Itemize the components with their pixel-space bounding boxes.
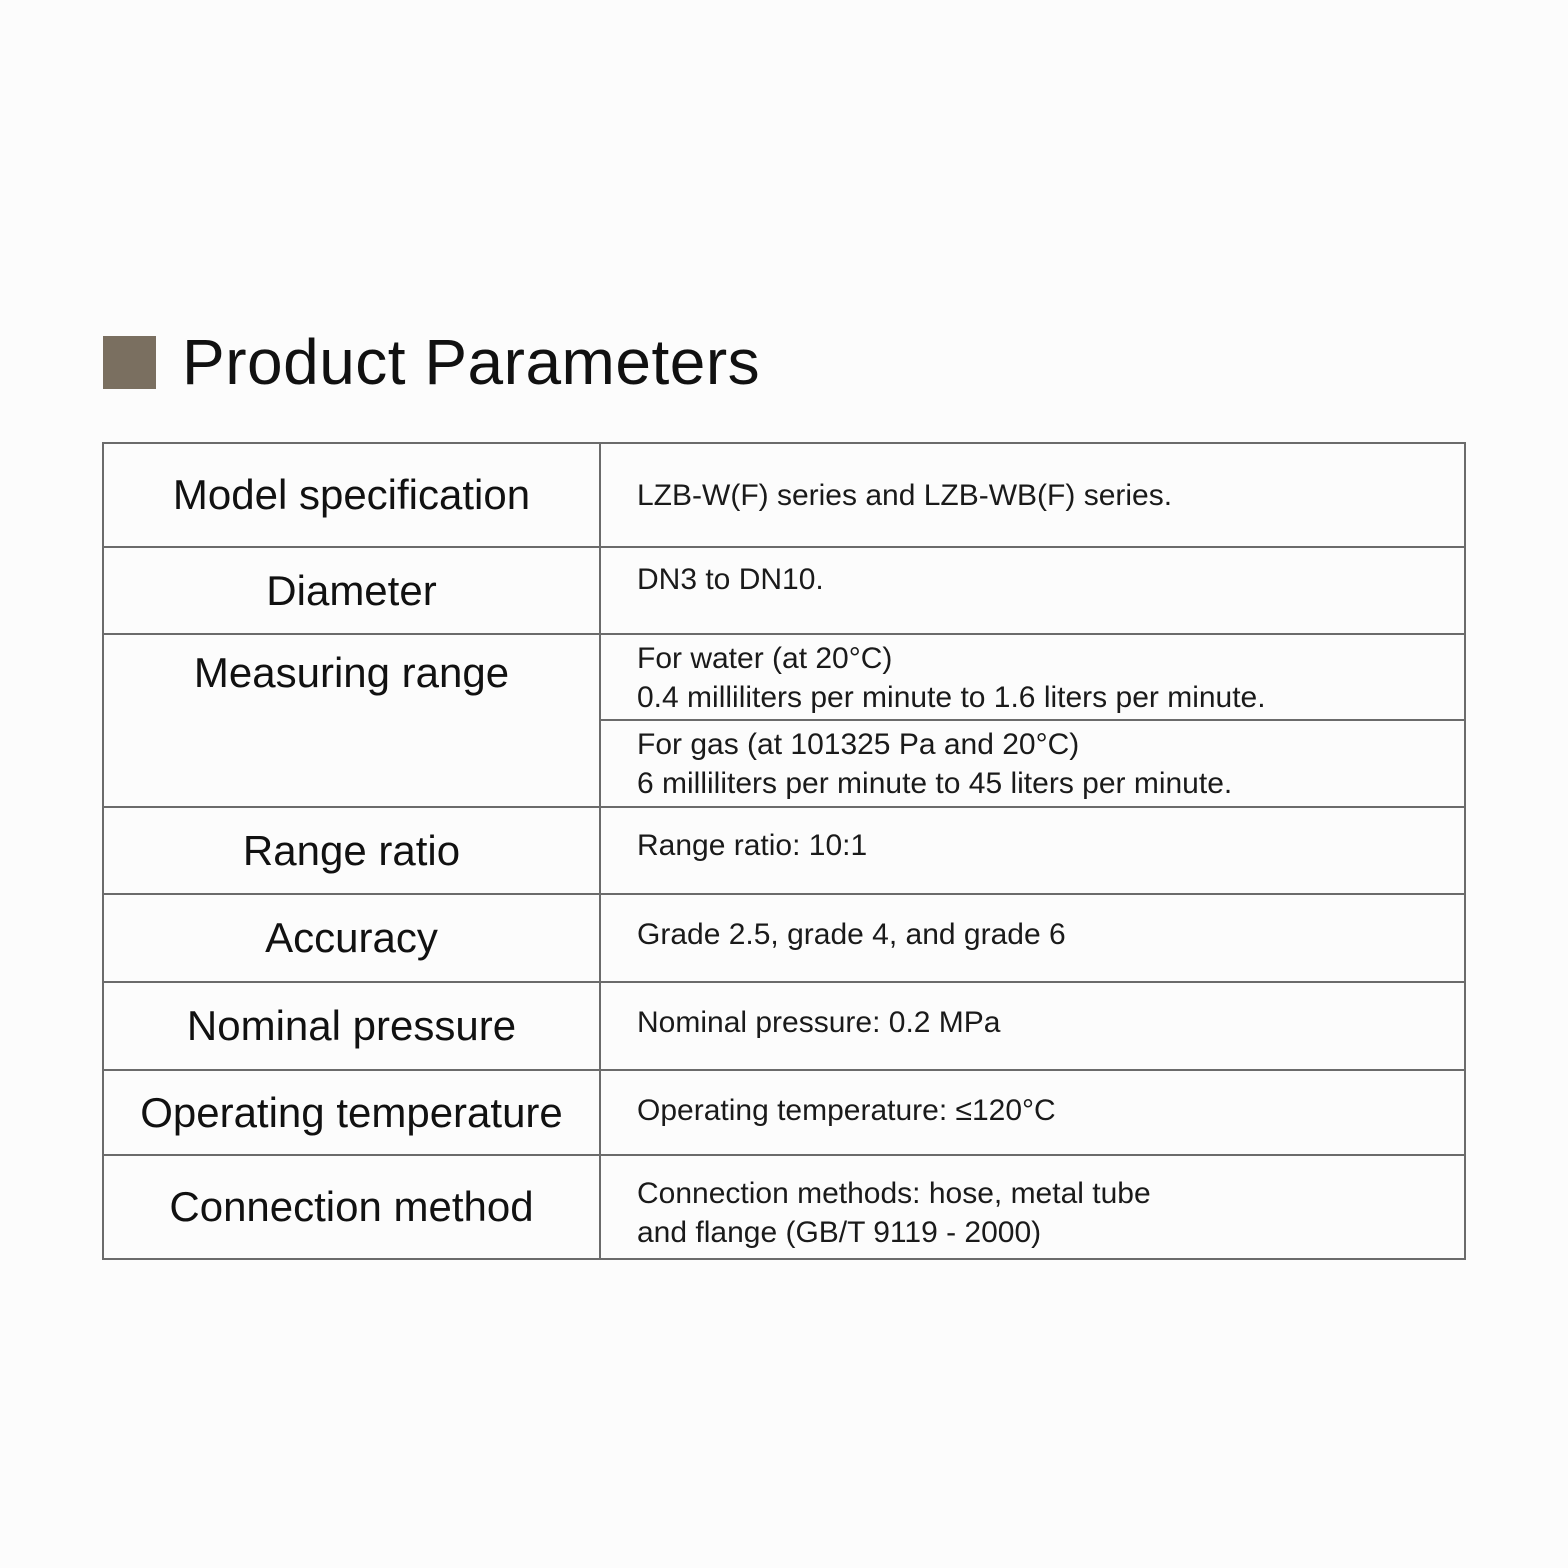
param-value-line: Connection methods: hose, metal tube <box>637 1177 1151 1210</box>
param-value-line: LZB-W(F) series and LZB-WB(F) series. <box>637 478 1173 512</box>
param-value <box>600 1070 1465 1155</box>
param-value <box>600 807 1465 894</box>
param-name: Connection method <box>103 1155 600 1259</box>
param-value-water <box>600 634 1465 720</box>
table-row-model-specification <box>103 443 1465 547</box>
table-row-connection-method <box>103 1155 1465 1259</box>
param-value-line: Grade 2.5, grade 4, and grade 6 <box>637 918 1066 951</box>
param-value-line: 6 milliliters per minute to 45 liters per minute. <box>637 767 1233 800</box>
table-row-range-ratio <box>103 807 1465 894</box>
product-parameters-table <box>102 442 1466 1260</box>
param-name-text: Measuring range <box>193 649 510 696</box>
param-name: Diameter <box>103 547 600 634</box>
param-value-line: and flange (GB/T 9119 - 2000) <box>637 1216 1042 1249</box>
table-row-accuracy <box>103 894 1465 982</box>
table-row-nominal-pressure <box>103 982 1465 1070</box>
param-value-line: DN3 to DN10. <box>637 563 824 596</box>
section-heading <box>103 322 760 402</box>
param-name: Nominal pressure <box>103 982 600 1070</box>
table-row-diameter <box>103 547 1465 634</box>
param-value <box>600 443 1465 547</box>
param-value-gas <box>600 720 1465 807</box>
param-value-line: Range ratio: 10:1 <box>637 829 868 862</box>
param-value <box>600 894 1465 982</box>
param-name: Operating temperature <box>103 1070 600 1155</box>
param-name: Accuracy <box>103 894 600 982</box>
param-name: Range ratio <box>103 807 600 894</box>
page-title: Product Parameters <box>182 326 761 398</box>
param-value-line: For water (at 20°C) <box>637 642 893 675</box>
heading-square-icon <box>103 336 156 389</box>
table-row-measuring-range-water <box>103 634 1465 720</box>
param-value-line: Nominal pressure: 0.2 MPa <box>637 1006 1001 1039</box>
param-value-line: For gas (at 101325 Pa and 20°C) <box>637 728 1080 761</box>
param-value <box>600 547 1465 634</box>
param-name: Model specification <box>103 443 600 547</box>
table-row-operating-temperature <box>103 1070 1465 1155</box>
param-value <box>600 1155 1465 1259</box>
param-value <box>600 982 1465 1070</box>
param-name <box>103 634 600 807</box>
param-value-line: Operating temperature: ≤120°C <box>637 1094 1056 1127</box>
param-value-line: 0.4 milliliters per minute to 1.6 liters per minute. <box>637 681 1266 714</box>
